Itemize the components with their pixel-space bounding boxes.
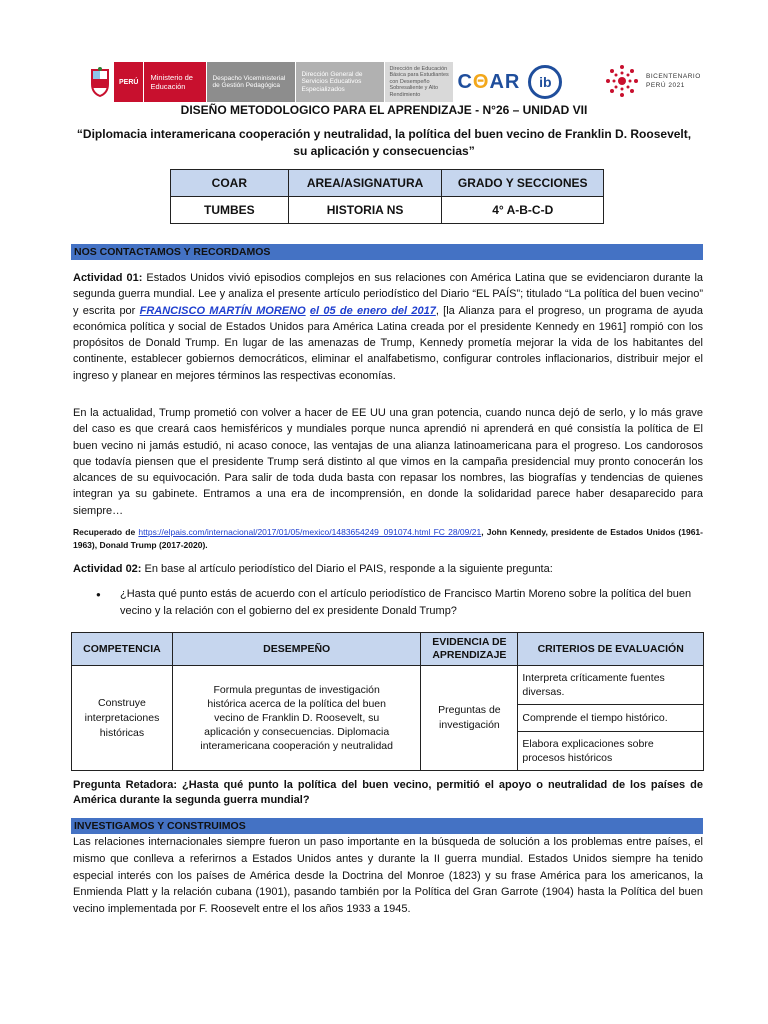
peru-coat-of-arms-icon: [88, 66, 112, 98]
source-citation: [73, 526, 703, 552]
source-url-link[interactable]: https://elpais.com/internacional/2017/01/05/mexico/1483654249_091074.html FC 28/09/21: [138, 527, 482, 537]
activity-02-label: Actividad 02:: [73, 563, 142, 575]
bicentenario-label: BICENTENARIO: [646, 73, 701, 80]
comp-table-row: [72, 666, 704, 705]
comp-header-competencia: COMPETENCIA: [72, 633, 173, 666]
pregunta-retadora: [73, 778, 703, 808]
info-header-area: AREA/ASIGNATURA: [288, 170, 442, 197]
info-table-value-row: [171, 197, 604, 224]
direccion-basica-label: Dirección de Educación Básica para Estudiantes con Desempeño Sobresaliente y Alto Rendimiento: [384, 62, 453, 102]
comp-header-desempeno: DESEMPEÑO: [172, 633, 421, 666]
comp-evidencia-cell: Preguntas de investigación: [421, 666, 518, 771]
info-table: [170, 169, 604, 224]
bullet-question-text: ¿Hasta qué punto estás de acuerdo con el artículo periodístico de Francisco Martin Moreno sobre la política del buen vecino y la relación con el gobierno del ex presidente Donald Trump?: [120, 588, 692, 617]
coar-logo: CΘAR: [457, 70, 521, 93]
bullet-question: [96, 586, 704, 620]
source-suffix: , John Kennedy, presidente de Estados Unidos (1961-1963), Donald Trump (2017-2020).: [73, 527, 703, 550]
comp-desempeno-cell: Formula preguntas de investigación histórica acerca de la política del buen vecino de Franklin D. Roosevelt, su aplicación y consecuencias. Diplomacia interamericana cooperación y neutralidad: [172, 666, 421, 771]
activity-02-paragraph: [73, 561, 703, 577]
comp-criterio-2: Comprende el tiempo histórico.: [518, 705, 704, 732]
info-table-header-row: [171, 170, 604, 197]
bicentenario-sub-label: PERÚ 2021: [646, 82, 685, 89]
section-heading-investigamos: INVESTIGAMOS Y CONSTRUIMOS: [71, 818, 703, 834]
bicentenario-burst-icon: [603, 62, 641, 100]
bullet-dot-icon: ●: [96, 590, 101, 599]
info-value-coar: TUMBES: [171, 197, 289, 224]
competencia-table: [71, 632, 704, 771]
activity-01-text-a: Estados Unidos vivió episodios complejos en sus relaciones con América Latina que se evidenciaron durante la segunda guerra mundial. Lee y analiza el presente artículo periodístico del Diario “EL PAÍS”; titulado “La política del buen vecino” y escrita por: [73, 272, 704, 317]
activity-01-paragraph: [73, 270, 703, 384]
investigamos-paragraph: Las relaciones internacionales siempre fueron un paso importante en la búsqueda de solución a los problemas entre países, el mismo que conlleva a referirnos a Estados Unidos antes y durante la II guerra mundial. Estados Unidos siempre ha tenido especial interés con los países de América desde la Doctrina del Monroe (1823) y su frase América para los americanos, la Enmienda Platt y la relación cubana (1901), pasando también por la Política del Gran Garrote (1904) hasta la Política del buen vecino implementada por F. Roosevelt entre el los años 1933 a 1945.: [73, 836, 703, 916]
ib-logo: ib: [528, 65, 562, 99]
comp-criterio-1: Interpreta críticamente fuentes diversas.: [518, 666, 704, 705]
info-header-grado: GRADO Y SECCIONES: [442, 170, 604, 197]
pregunta-retadora-text: ¿Hasta qué punto la política del buen vecino, permitió el apoyo o neutralidad de los países de América durante la segunda guerra mundial?: [73, 779, 703, 806]
direccion-general-label: Dirección General de Servicios Educativos Especializados: [295, 62, 384, 102]
activity-01-text-b: , [la Alianza para el progreso, un programa de ayuda económica política y social de Estados Unidos para América Latina creada por el presidente Kennedy en 1961] rompió con los propósitos de Donald Trump. En lugar de las amenazas de Trump, Kennedy prometía mejorar la vida de los habitantes del continente, establecer gobiernos democráticos, eliminar el analfabetismo, configurar controles inflacionarios, distribuir mejor el ingreso y planear en mejores términos las respectivas economías.: [73, 304, 704, 382]
pregunta-retadora-label: Pregunta Retadora:: [73, 779, 177, 791]
comp-header-criterios: CRITERIOS DE EVALUACIÓN: [518, 633, 704, 666]
comp-table-header-row: [72, 633, 704, 666]
info-header-coar: COAR: [171, 170, 289, 197]
info-value-area: HISTORIA NS: [288, 197, 442, 224]
comp-criterio-3: Elabora explicaciones sobre procesos históricos: [518, 732, 704, 771]
peru-label: PERÚ: [114, 62, 143, 102]
trump-paragraph: En la actualidad, Trump prometió con volver a hacer de EE UU una gran potencia, cuando nunca dejó de serlo, y lo más grave del caso es que creará caos hemisféricos y mundiales porque nunca aprendió ni aprenderá en qué consistía la política de El buen vecino ni jamás estudió, ni acaso conoce, las ventajas de una alianza latinoamericana para el progreso. Los candorosos que todavía piensen que el presidente Trump será distinto al que vimos en la campaña presidencial muy pronto conocerán los alcances de su equivocación. Para salir de toda duda basta con repasar los nombres, las biografías y tendencias de quienes integran ya su gabinete. Entramos a una era de incomprensión, en donde la solidaridad parece haber desaparecido para siempre…: [73, 407, 703, 517]
comp-competencia-cell: Construye interpretaciones históricas: [72, 666, 173, 771]
author-link[interactable]: FRANCISCO MARTÍN MORENO: [139, 304, 306, 317]
section-heading-contactamos: NOS CONTACTAMOS Y RECORDAMOS: [71, 244, 703, 260]
bicentenario-logo: [603, 62, 701, 100]
date-link[interactable]: el 05 de enero del 2017: [309, 304, 436, 317]
document-title: DISEÑO METODOLOGICO PARA EL APRENDIZAJE - N°26 – UNIDAD VII: [180, 103, 588, 117]
header-logo-strip: [88, 62, 562, 102]
source-prefix: Recuperado de: [73, 527, 139, 537]
ministerio-label: Ministerio de Educación: [143, 62, 206, 102]
document-subtitle: “Diplomacia interamericana cooperación y neutralidad, la política del buen vecino de Franklin D. Roosevelt, su aplicación y consecuencias”: [76, 127, 692, 158]
comp-header-evidencia: EVIDENCIA DE APRENDIZAJE: [421, 633, 518, 666]
activity-01-label: Actividad 01:: [73, 272, 143, 284]
activity-02-text: En base al artículo periodístico del Diario el PAIS, responde a la siguiente pregunta:: [141, 563, 553, 575]
info-value-grado: 4° A-B-C-D: [442, 197, 604, 224]
despacho-label: Despacho Viceministerial de Gestión Pedagógica: [206, 62, 295, 102]
